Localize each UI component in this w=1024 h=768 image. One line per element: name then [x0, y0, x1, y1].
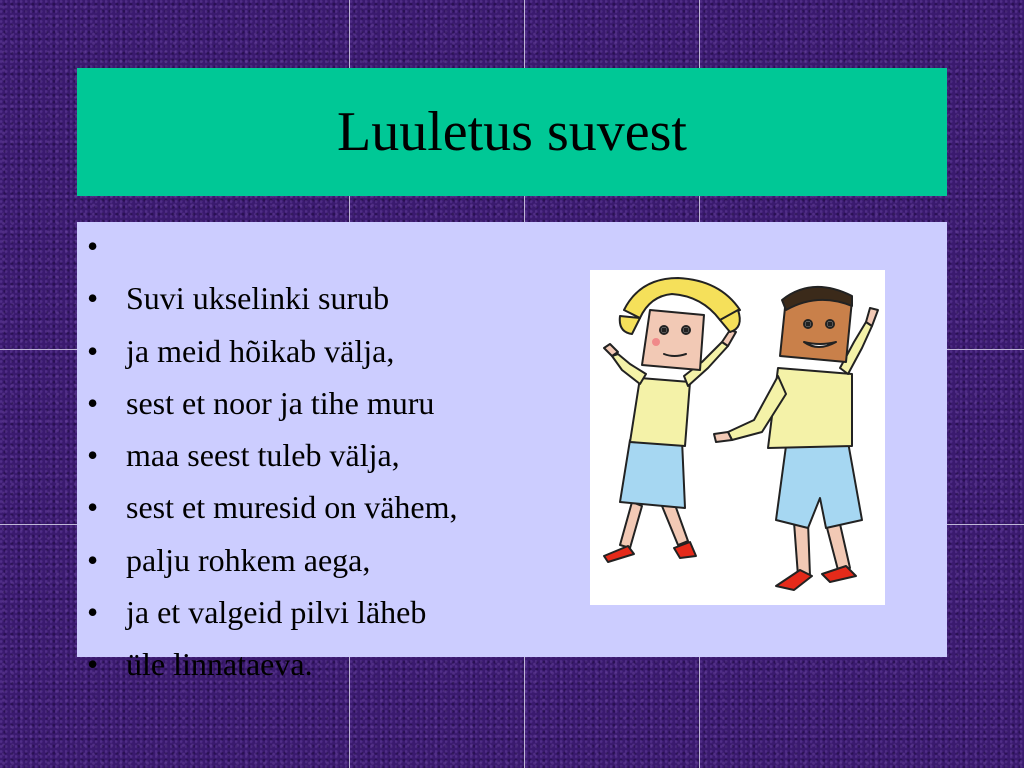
slide-title: Luuletus suvest — [337, 101, 687, 163]
list-item — [87, 540, 457, 592]
list-item — [87, 487, 457, 539]
poem-line: sest et muresid on vähem, — [126, 489, 458, 526]
bullet-icon: • — [87, 437, 99, 474]
bullet-icon: • — [87, 489, 99, 526]
bullet-icon: • — [87, 228, 99, 264]
list-item — [87, 383, 457, 435]
bullet-icon: • — [87, 541, 99, 578]
poem-line: sest et noor ja tihe muru — [126, 384, 435, 421]
title-band — [77, 68, 947, 196]
poem-line: ja meid hõikab välja, — [126, 332, 395, 369]
list-item — [87, 435, 457, 487]
bullet-icon: • — [87, 646, 99, 683]
poem-list — [87, 226, 457, 697]
bullet-icon: • — [87, 594, 99, 631]
list-item — [87, 592, 457, 644]
list-item — [87, 331, 457, 383]
dancing-kids-illustration — [590, 270, 885, 605]
poem-line: palju rohkem aega, — [126, 541, 371, 578]
bullet-icon: • — [87, 384, 99, 421]
dancing-kids-clipart-icon — [590, 270, 885, 605]
bullet-icon: • — [87, 280, 99, 317]
poem-line: ja et valgeid pilvi läheb — [126, 594, 427, 631]
list-item — [87, 226, 457, 278]
poem-line: üle linnataeva. — [126, 646, 313, 683]
poem-line: Suvi ukselinki surub — [126, 280, 390, 317]
poem-line: maa seest tuleb välja, — [126, 437, 400, 474]
list-item — [87, 278, 457, 330]
list-item — [87, 644, 457, 696]
bullet-icon: • — [87, 332, 99, 369]
